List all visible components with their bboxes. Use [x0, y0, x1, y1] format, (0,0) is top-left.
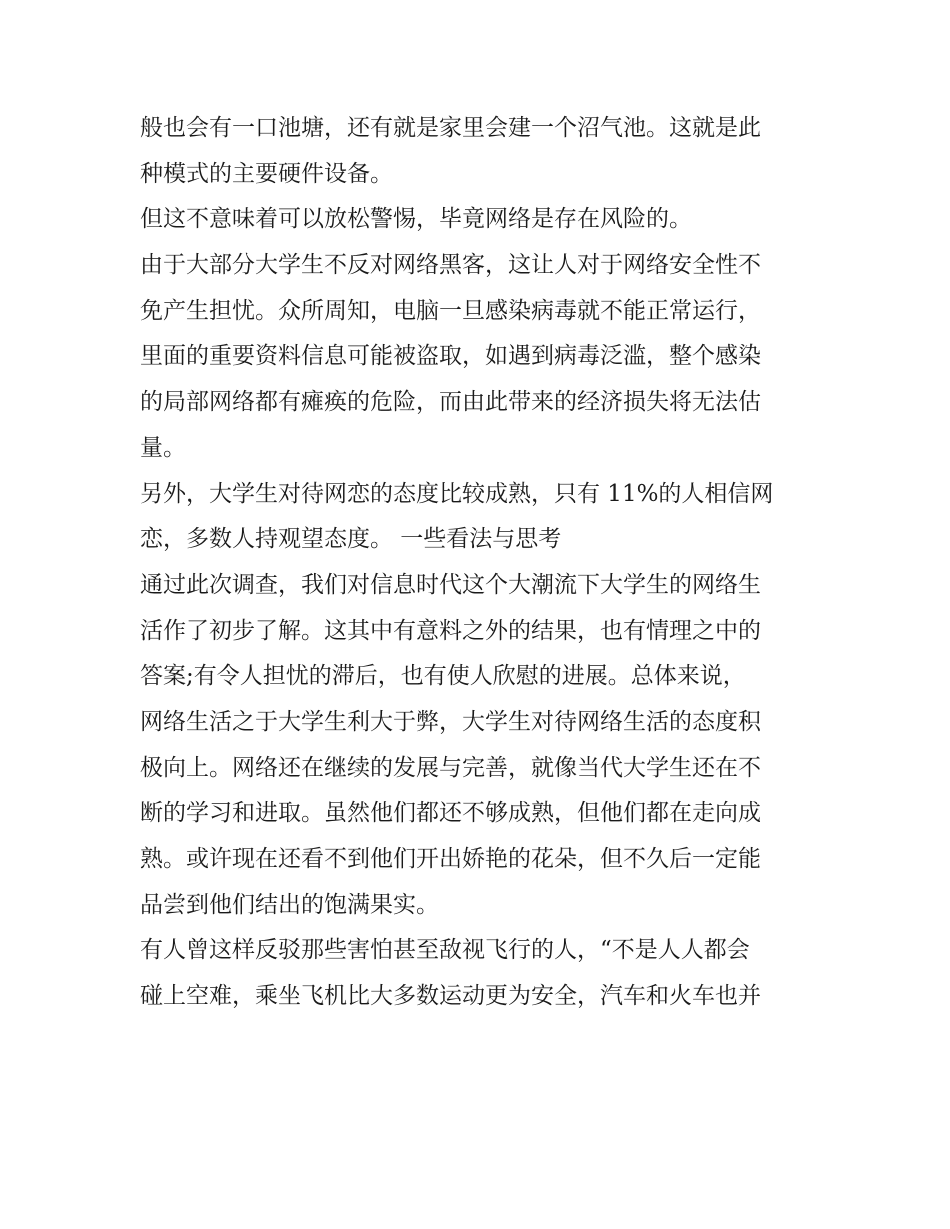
text-line: 碰上空难，乘坐飞机比大多数运动更为安全，汽车和火车也并 [140, 983, 761, 1010]
text-line: 免产生担忧。众所周知，电脑一旦感染病毒就不能正常运行， [140, 297, 761, 324]
text-line: 的局部网络都有瘫痪的危险，而由此带来的经济损失将无法估 [140, 389, 761, 416]
text-line: 答案;有令人担忧的滞后，也有使人欣慰的进展。总体来说， [140, 663, 746, 690]
paragraph-network-risk [140, 197, 820, 243]
text-line: 量。 [140, 434, 186, 461]
paragraph-network-security [140, 243, 820, 471]
text-line: 里面的重要资料信息可能被盗取，如遇到病毒泛滥，整个感染 [140, 343, 761, 370]
text-line: 但这不意味着可以放松警惕，毕竟网络是存在风险的。 [140, 206, 692, 233]
document-body [140, 106, 820, 1020]
text-line: 种模式的主要硬件设备。 [140, 160, 393, 187]
paragraph-survey-conclusion [140, 563, 820, 929]
text-line: 断的学习和进取。虽然他们都还不够成熟，但他们都在走向成 [140, 800, 761, 827]
text-line: 熟。或许现在还看不到他们开出娇艳的花朵，但不久后一定能 [140, 846, 761, 872]
text-line: 般也会有一口池塘，还有就是家里会建一个沼气池。这就是此 [140, 115, 761, 141]
text-line: 通过此次调查，我们对信息时代这个大潮流下大学生的网络生 [140, 571, 761, 598]
text-line: 另外，大学生对待网恋的态度比较成熟，只有 11%的人相信网 [140, 480, 774, 507]
text-line: 恋，多数人持观望态度。 一些看法与思考 [140, 526, 562, 553]
text-line: 由于大部分大学生不反对网络黑客，这让人对于网络安全性不 [140, 252, 761, 279]
text-line: 活作了初步了解。这其中有意料之外的结果，也有情理之中的 [140, 617, 761, 644]
text-line: 极向上。网络还在继续的发展与完善，就像当代大学生还在不 [140, 754, 761, 781]
text-line: 网络生活之于大学生利大于弊，大学生对待网络生活的态度积 [140, 708, 761, 735]
text-line: 有人曾这样反驳那些害怕甚至敌视飞行的人，“不是人人都会 [140, 937, 750, 964]
paragraph-biogas-model [140, 106, 820, 197]
paragraph-online-dating [140, 472, 820, 563]
text-line: 品尝到他们结出的饱满果实。 [140, 891, 439, 918]
paragraph-flight-safety [140, 928, 820, 1019]
